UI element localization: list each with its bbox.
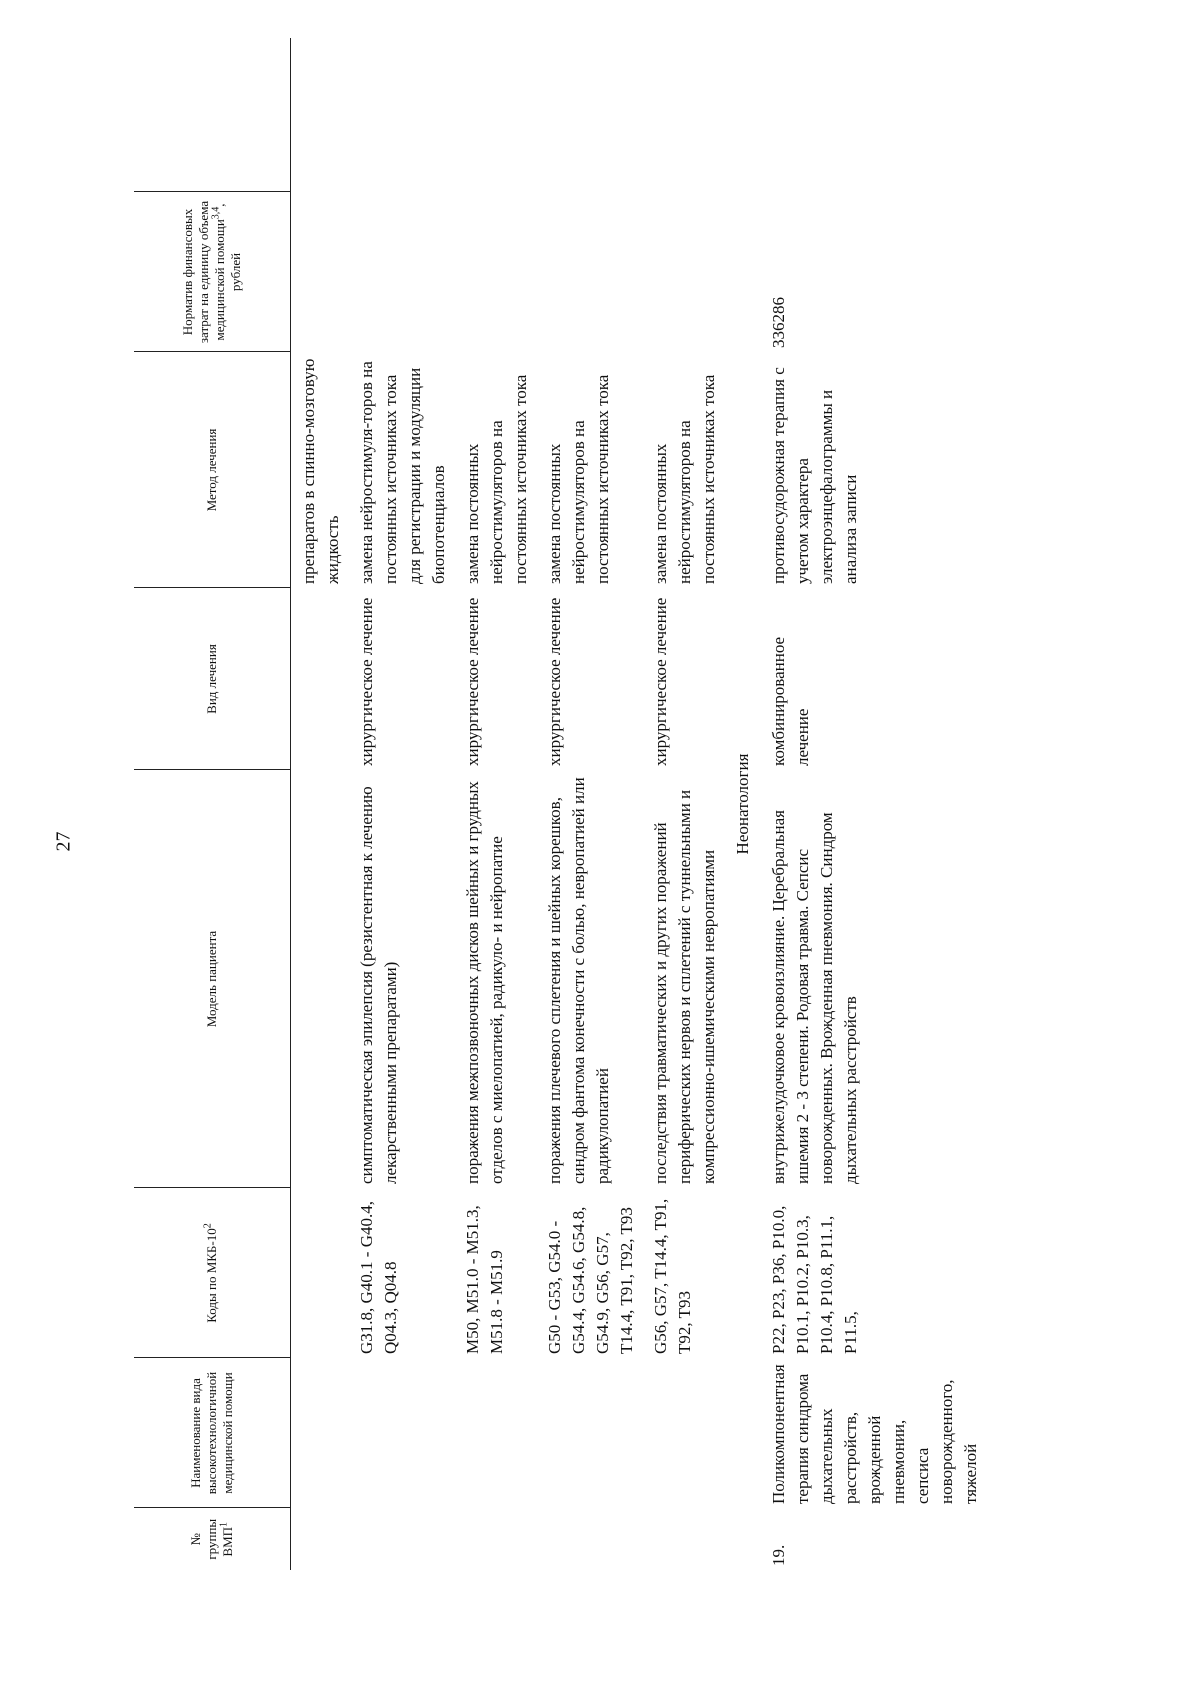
cell-num [643,1508,725,1570]
cell-type [291,588,350,770]
header-norm-cost: Норматив финансовых затрат на единицу объема медицинской помощи$^{3,4}$, рублей [134,192,291,352]
cell-type: хирургическое лечение [357,597,376,766]
cell-empty [537,38,643,192]
cell-empty [349,38,455,192]
cell-num [291,1508,350,1570]
header-treatment-type: Вид лечения [134,588,291,770]
header-vmp-name: Наименование вида высокотехнологичной медицинской помощи [134,1358,291,1508]
cell-norm [643,192,725,352]
table-row [537,38,643,1570]
cell-codes: G31.8, G40.1 - G40.4, Q04.3, Q04.8 [357,1201,400,1354]
cell-num [349,1508,455,1570]
cell-codes: G50 - G53, G54.0 - G54.4, G54.6, G54.8, G54.9, G56, G57, T14.4, T91, T92, T93 [545,1206,636,1354]
cell-model: внутрижелудочковое кровоизлияние. Церебральная ишемия 2 - 3 степени. Родовая травма. Сепсис новорожденных. Врожденная пневмония. Синдром дыхательных расстройств [769,810,860,1184]
cell-empty [761,38,987,192]
cell-type: хирургическое лечение [463,597,482,766]
cell-codes: M50, M51.0 - M51.3, M51.8 - M51.9 [463,1205,506,1354]
cell-norm: 336286 [769,297,788,348]
table-header-row [134,38,291,1570]
cell-num [537,1508,643,1570]
cell-norm [291,192,350,352]
header-icd-codes: Коды по МКБ-$10^2$ [134,1188,291,1358]
cell-codes: G56, G57, T14.4, T91, T92, T93 [651,1198,694,1354]
cell-model: симптоматическая эпилепсия (резистентная к лечению лекарственными препаратами) [357,786,400,1184]
cell-num: 19. [769,1544,788,1566]
cell-empty [455,38,537,192]
cell-method: замена постоянных нейростимуляторов на постоянных источниках тока [463,374,530,584]
cell-empty [643,38,725,192]
rotated-table-container [134,38,1144,1570]
section-title-row [725,38,761,1570]
cell-codes [291,1188,350,1358]
cell-name [455,1358,537,1508]
cell-type: хирургическое лечение [545,597,564,766]
header-group-number: № группы ВМП$^1$ [134,1508,291,1570]
cell-model [291,770,350,1188]
cell-type: хирургическое лечение [651,597,670,766]
section-title: Неонатология [733,753,752,855]
cell-num [455,1508,537,1570]
table-row [349,38,455,1570]
cell-codes: P22, P23, P36, P10.0, P10.1, P10.2, P10.3, P10.4, P10.8, P11.1, P11.5, [769,1205,860,1354]
header-treatment-method: Метод лечения [134,352,291,588]
header-patient-model: Модель пациента [134,770,291,1188]
table-row [761,38,987,1570]
cell-method: препаратов в спинно-мозговую жидкость [299,358,342,584]
cell-name [537,1358,643,1508]
table-row [643,38,725,1570]
cell-name: Поликомпонентная терапия синдрома дыхательных расстройств, врожденной пневмонии, сепсиса новорожденного, тяжелой [769,1364,980,1504]
page-number: 27 [52,831,75,852]
cell-name [643,1358,725,1508]
cell-type: комбинированное лечение [769,636,812,766]
cell-method: противосудорожная терапия с учетом характера электроэнцефалограммы и анализа записи [769,367,860,584]
cell-name [291,1358,350,1508]
cell-model: поражения плечевого сплетения и шейных корешков, синдром фантома конечности с болью, невропатией или радикулопатией [545,777,612,1184]
cell-method: замена постоянных нейростимуляторов на постоянных источниках тока [545,374,612,584]
cell-method: замена постоянных нейростимуляторов на постоянных источниках тока [651,374,718,584]
cell-model: поражения межпозвоночных дисков шейных и грудных отделов с миелопатией, радикуло- и нейропатие [463,781,506,1184]
table-row [455,38,537,1570]
cell-norm [349,192,455,352]
cell-empty [291,38,350,192]
cell-norm [455,192,537,352]
cell-name [349,1358,455,1508]
vmp-table [134,38,987,1570]
cell-model: последствия травматических и других поражений периферических нервов и сплетений с туннельными и компрессионно-ишемическими невропатиями [651,789,718,1184]
header-empty [134,38,291,192]
cell-norm [537,192,643,352]
table-row [291,38,350,1570]
cell-method: замена нейростимуля-торов на постоянных источниках тока для регистрации и модуляции биопотенциалов [357,361,448,584]
